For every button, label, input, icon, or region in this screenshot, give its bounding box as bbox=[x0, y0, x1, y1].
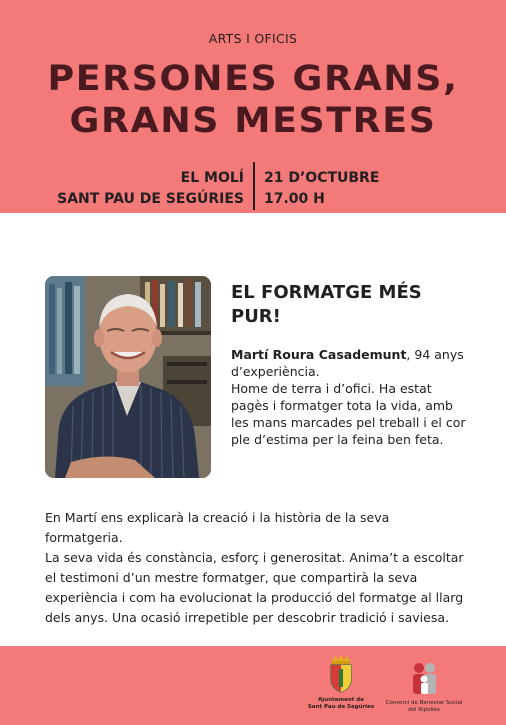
article-title-line-2: PUR! bbox=[231, 306, 281, 327]
logo1-caption-line-1: Ajuntament de bbox=[318, 697, 364, 703]
venue bbox=[57, 168, 244, 210]
bio-age: , 94 anys bbox=[406, 347, 464, 362]
bio-name: Martí Roura Casademunt bbox=[231, 347, 407, 362]
poster-title-line-2: GRANS MESTRES bbox=[69, 101, 437, 141]
event-time: 17.00 H bbox=[264, 191, 325, 207]
body-line-2: La seva vida és constància, esforç i generositat. Anima’t a escoltar bbox=[45, 550, 464, 565]
body-line-4: experiència i com ha evolucionat la producció del formatge al llarg bbox=[45, 590, 464, 605]
portrait-illustration bbox=[45, 276, 211, 478]
people-icon bbox=[407, 662, 441, 696]
poster-title bbox=[0, 58, 506, 142]
kicker: ARTS I OFICIS bbox=[208, 31, 298, 46]
bio-line-4: pagès i formatger tota la vida, amb bbox=[231, 398, 453, 413]
bio-line-1 bbox=[231, 346, 471, 363]
logo1-caption-line-2: Sant Pau de Segúries bbox=[307, 704, 375, 710]
date-time bbox=[264, 168, 379, 210]
body-text bbox=[45, 508, 465, 628]
article-title bbox=[231, 281, 481, 329]
vertical-divider bbox=[253, 162, 255, 210]
venue-line-1: EL MOLÍ bbox=[180, 170, 244, 186]
bio-line-2: d’experiència. bbox=[231, 364, 320, 379]
portrait-photo bbox=[45, 276, 211, 478]
venue-line-2: SANT PAU DE SEGÚRIES bbox=[57, 191, 244, 207]
article-title-line-1: EL FORMATGE MÉS bbox=[231, 282, 422, 303]
event-date: 21 D’OCTUBRE bbox=[264, 170, 380, 186]
consorci-logo bbox=[384, 662, 464, 714]
body-line-5: dels anys. Una ocasió irrepetible per descobrir tradició i saviesa. bbox=[45, 610, 449, 625]
poster-title-line-1: PERSONES GRANS, bbox=[47, 59, 459, 99]
body-line-3: el testimoni d’un mestre formatger, que compartirà la seva bbox=[45, 570, 418, 585]
logo2-caption-line-2: del Ripollès bbox=[408, 707, 440, 713]
bio-line-3: Home de terra i d’ofici. Ha estat bbox=[231, 381, 432, 396]
body-line-1: En Martí ens explicarà la creació i la història de la seva formatgeria. bbox=[45, 510, 390, 545]
bio-line-6: ple d’estima per la feina ben feta. bbox=[231, 432, 444, 447]
logo2-caption-line-1: Consorci de Benestar Social bbox=[385, 700, 463, 706]
bio bbox=[231, 346, 471, 448]
ajuntament-logo bbox=[301, 655, 381, 711]
bio-line-5: les mans marcades pel treball i el cor bbox=[231, 415, 466, 430]
coat-of-arms-icon bbox=[328, 655, 354, 693]
